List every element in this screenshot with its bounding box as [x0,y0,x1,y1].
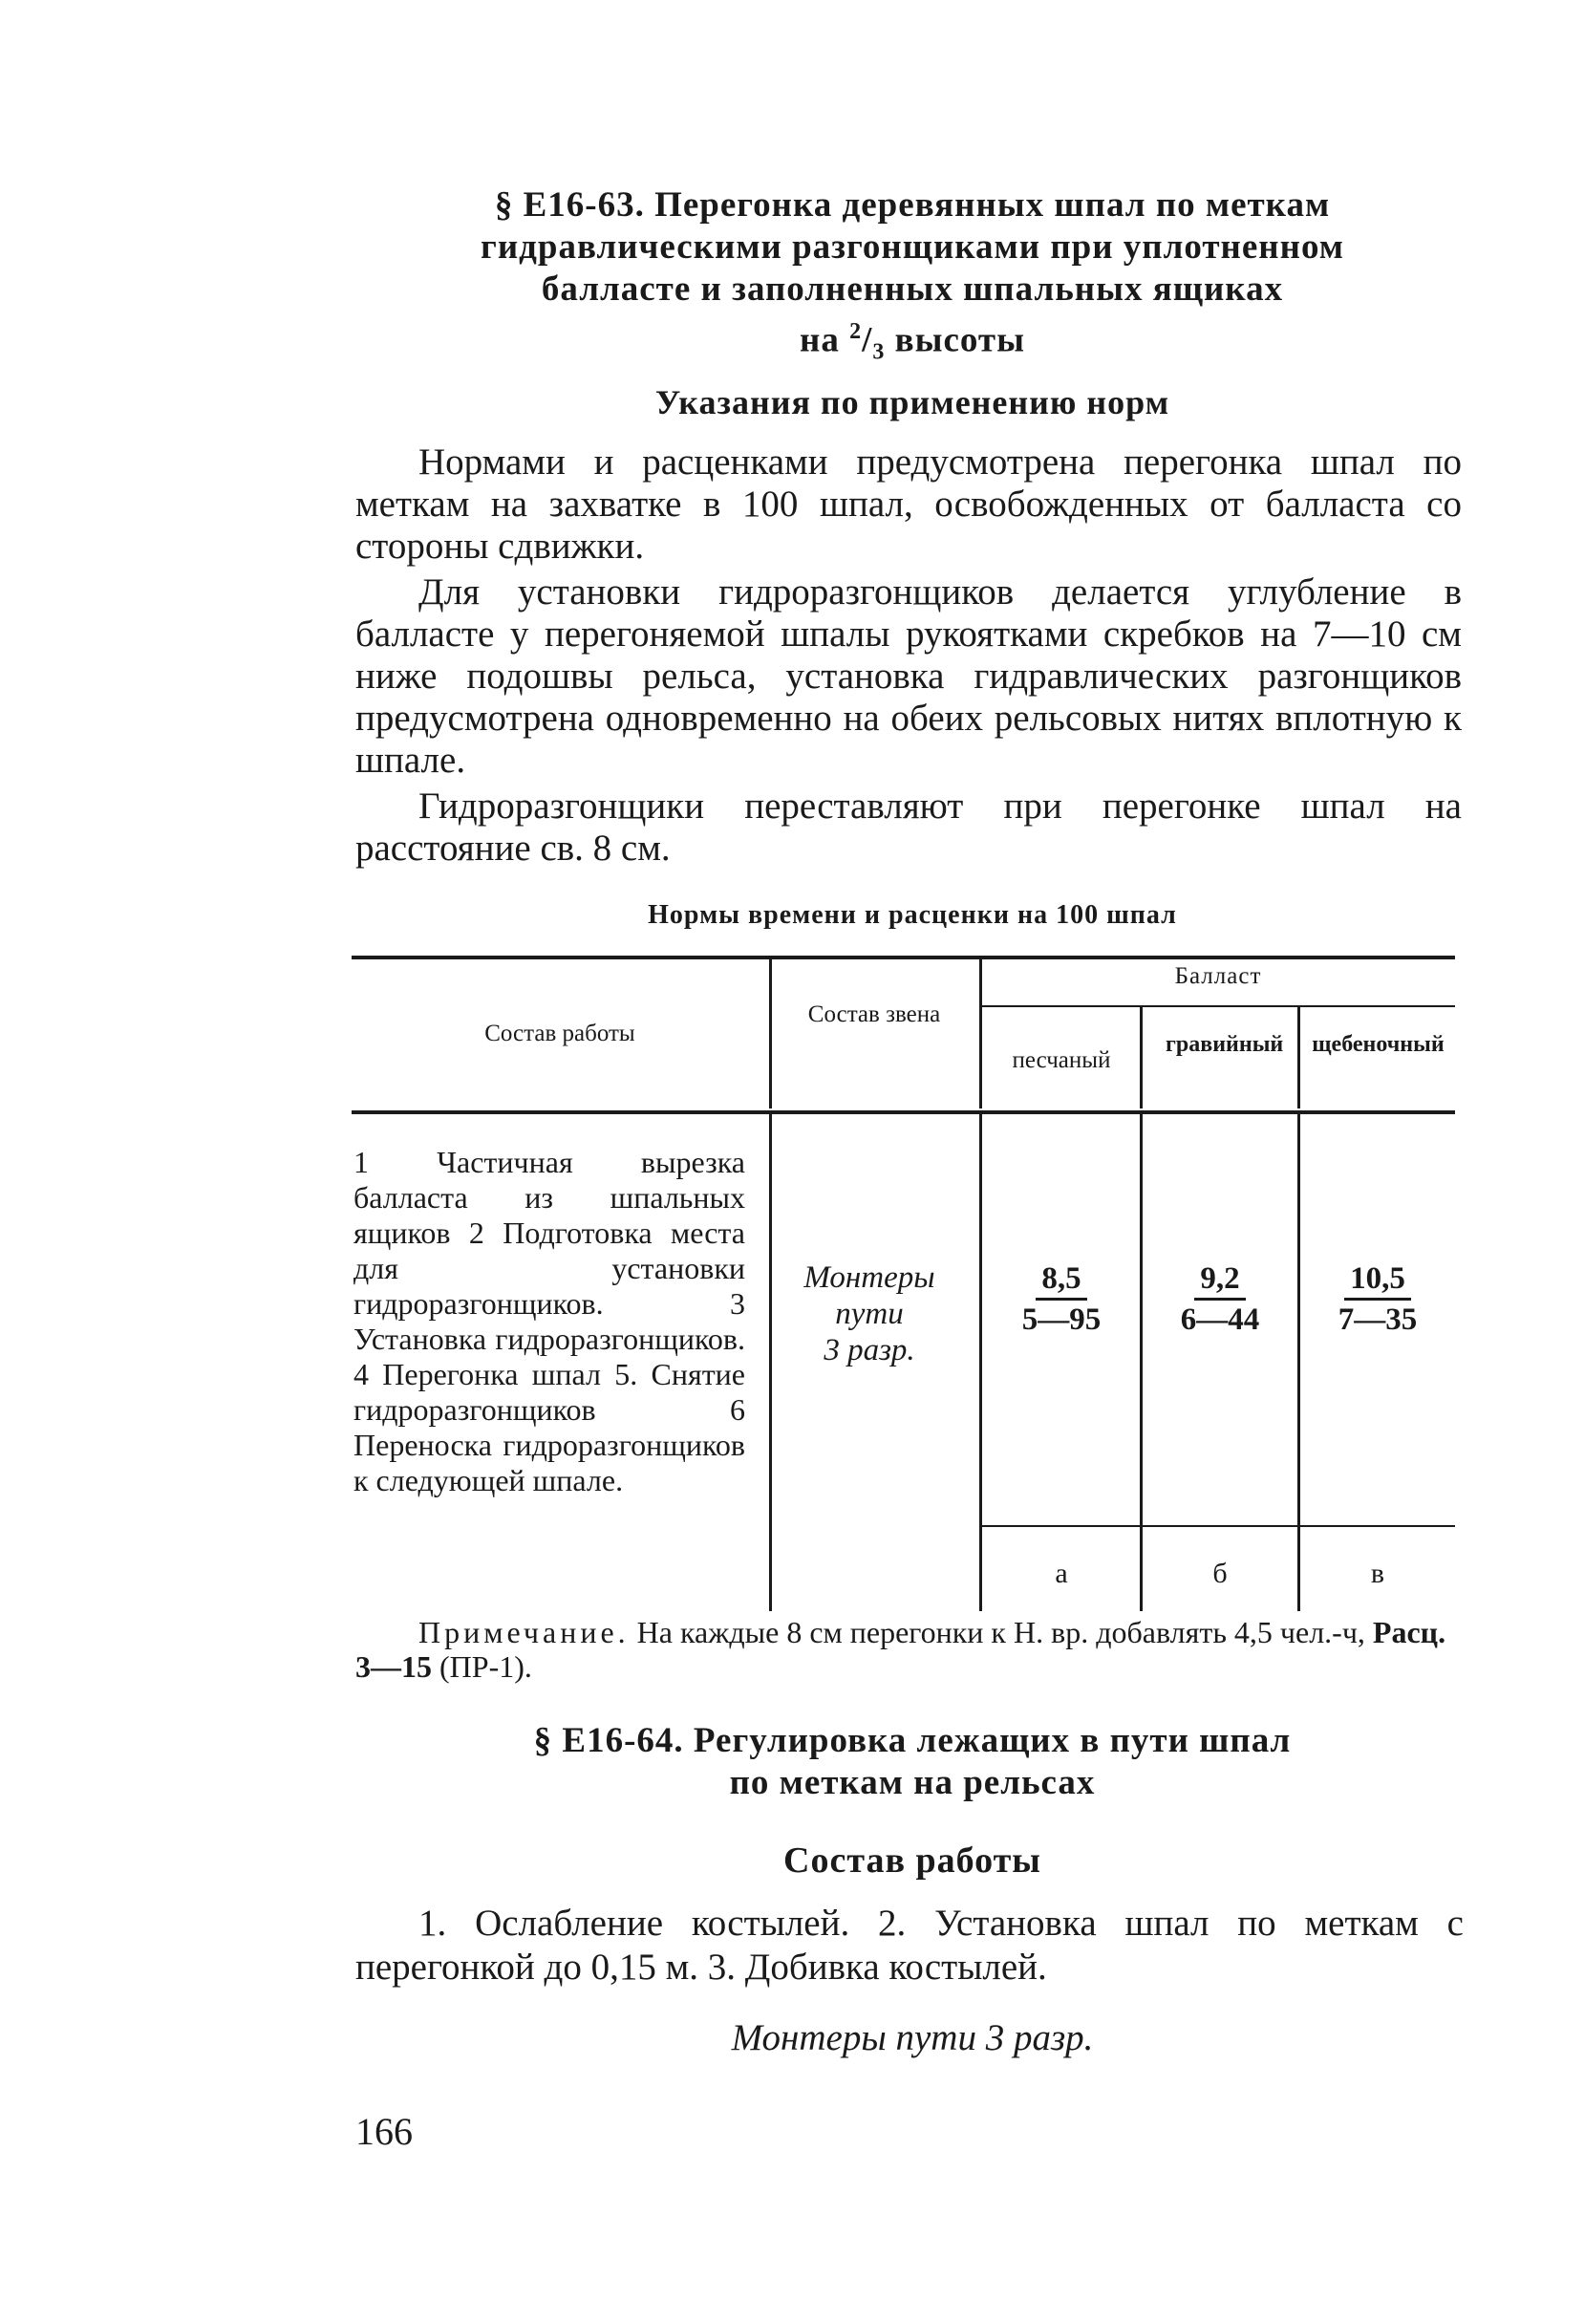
title-line: балласте и заполненных шпальных ящиках [541,269,1284,309]
column-letter: а [1055,1558,1068,1589]
title-suffix: высоты [885,320,1025,360]
note-rate: Расц. 3—15 [355,1615,1446,1684]
rate: 6—44 [1180,1302,1260,1337]
header-work: Состав работы [484,1021,635,1046]
table-note [355,1615,1464,1684]
fraction-slash: / [862,320,873,360]
subheading-norms-usage: Указания по применению норм [654,383,1170,421]
ballast-rule [982,1005,1455,1007]
title-line: гидравлическими разгонщиками при уплотненном [481,227,1344,267]
norms-paragraphs [355,441,1462,873]
time-norm: 10,5 [1344,1259,1411,1301]
header-crushed: щебеночный [1312,1032,1445,1057]
column-letter: б [1212,1558,1228,1589]
time-norm: 9,2 [1194,1259,1245,1301]
header-crew: Состав звена [807,1001,941,1027]
value-crushed [1300,1259,1455,1339]
rate: 5—95 [1021,1302,1102,1337]
fraction-numerator: 2 [849,319,863,344]
paragraph: Гидроразгонщики переставляют при перегонке шпал на расстояние св. 8 см. [355,785,1462,869]
value-gravel [1143,1259,1297,1339]
letters-rule [982,1525,1455,1527]
note-text: На каждые 8 см перегонки к Н. вр. добавлять 4,5 чел.-ч, [629,1615,1373,1649]
table-top-rule [352,956,1455,959]
paragraph: Нормами и расценками предусмотрена перегонка шпал по меткам на захватке в 100 шпал, освобожденных от балласта со стороны сдвижки. [355,441,1462,567]
title-prefix: на [800,320,850,360]
crew-line: 3 разр. [824,1333,915,1367]
crew-composition-2: Монтеры пути 3 разр. [731,2017,1094,2058]
title-line [353,311,1471,374]
time-norm: 8,5 [1036,1259,1086,1301]
col-divider [1297,1005,1300,1108]
col-divider [769,1114,772,1611]
col-divider [1140,1114,1143,1611]
title-line: § Е16-64. Регулировка лежащих в пути шпал [533,1721,1292,1760]
rate: 7—35 [1338,1302,1418,1337]
work-list: 1. Ослабление костылей. 2. Установка шпал по меткам с перегонкой до 0,15 м. 3. Добивка костылей. [355,1903,1464,1988]
subheading-work-composition: Состав работы [783,1840,1041,1881]
header-bottom-rule [352,1110,1455,1114]
col-divider [769,956,772,1108]
crew-composition [774,1259,965,1368]
note-text-end: (ПР-1). [432,1649,532,1684]
col-divider [1140,1005,1143,1108]
header-gravel: гравийный [1166,1032,1284,1057]
col-divider [979,1114,982,1611]
header-sand: песчаный [1012,1047,1111,1073]
note-label: Примечание. [418,1615,630,1649]
col-divider [979,956,982,1108]
table-caption: Нормы времени и расценки на 100 шпал [648,900,1177,930]
section-title-e16-64 [353,1720,1471,1804]
fraction-denominator: 3 [872,339,886,365]
value-sand [984,1259,1139,1339]
paragraph: Для установки гидроразгонщиков делается углубление в балласте у перегоняемой шпалы рукоятками скребков на 7—10 см ниже подошвы рельса, установка гидравлических разгонщиков предусмотрена одновременно на обеих рельсовых нитях вплотную к шпале. [355,571,1462,781]
section-title-e16-63 [353,184,1471,374]
title-line: § Е16-63. Перегонка деревянных шпал по меткам [494,185,1331,225]
page-number: 166 [355,2110,413,2153]
crew-line: Монтеры [803,1260,935,1295]
col-divider [1297,1114,1300,1611]
column-letter: в [1370,1558,1385,1589]
work-description: 1 Частичная вырезка балласта из шпальных ящиков 2 Подготовка места для установки гидроразгонщиков. 3 Установка гидроразгонщиков. 4 Перегонка шпал 5. Снятие гидроразгонщиков 6 Переноска гидроразгонщиков к следующей шпале. [353,1145,745,1497]
title-line: по меткам на рельсах [729,1763,1096,1802]
crew-line: пути [835,1297,904,1331]
header-ballast: Балласт [1174,963,1262,989]
